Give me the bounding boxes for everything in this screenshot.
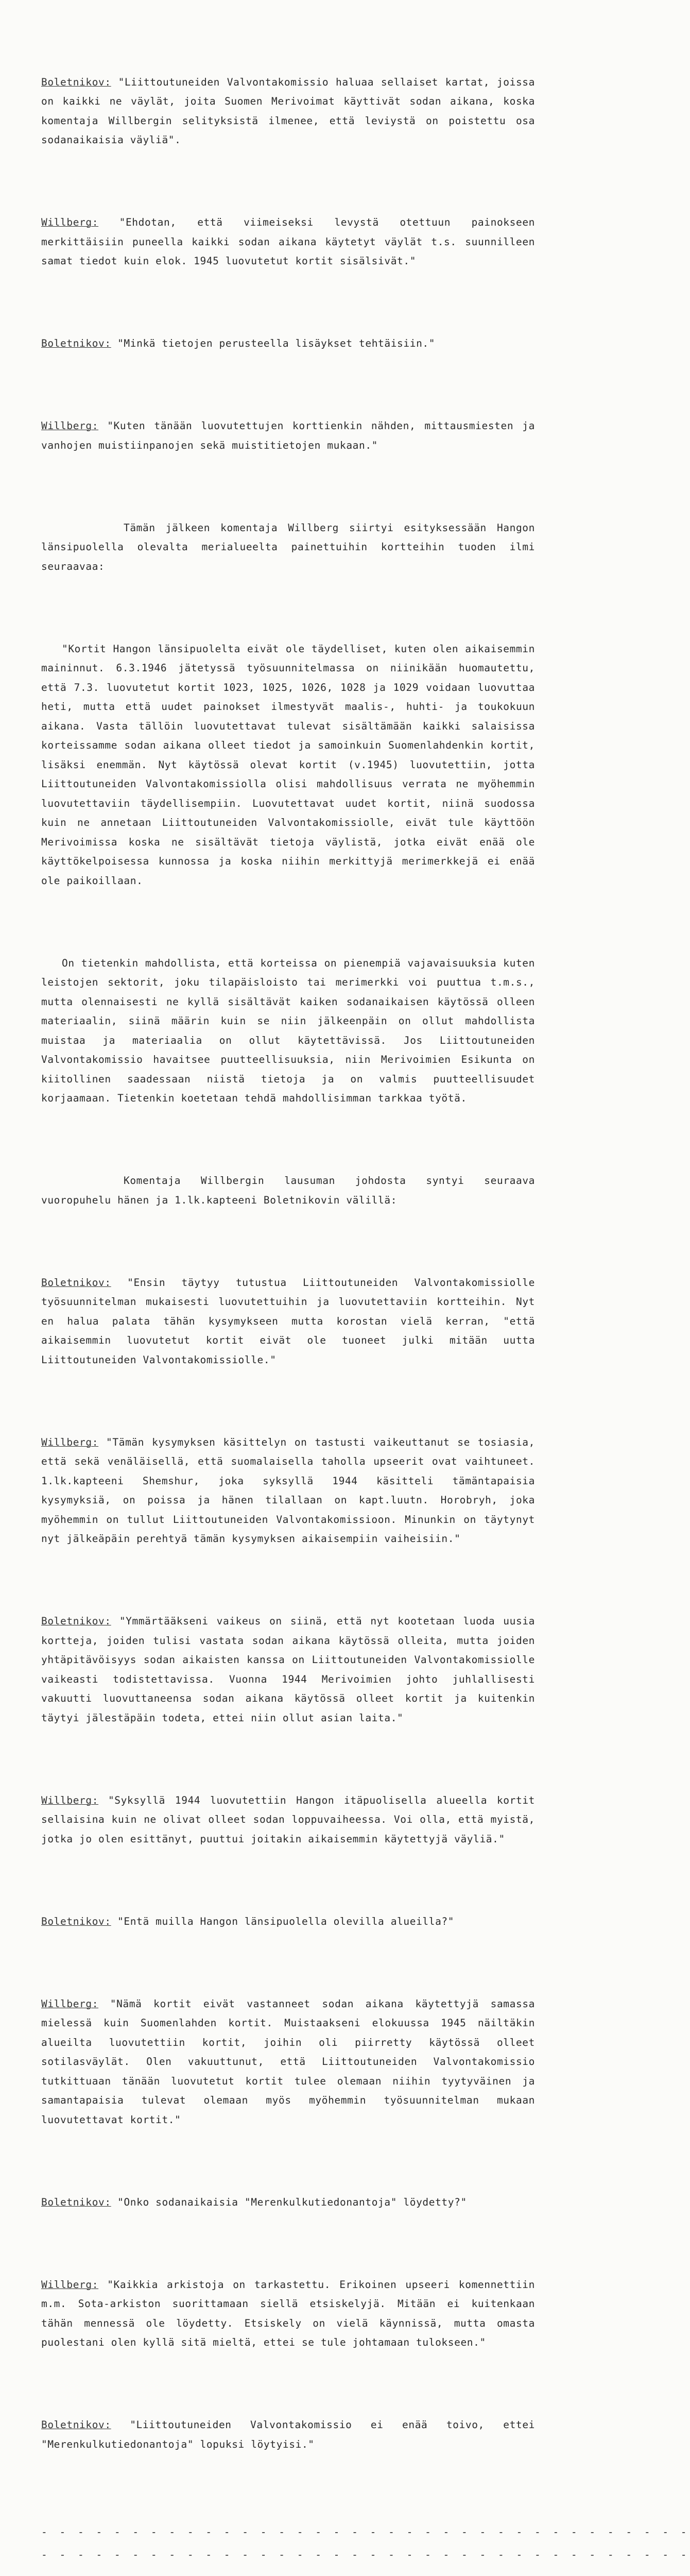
separator-dashes-1: - - - - - - - - - - - - - - - - - - - - - - - - - - - - - - - - - - - - <box>41 2526 690 2538</box>
speaker-label: Willberg: <box>41 216 99 228</box>
dialogue-text: "Ensin täytyy tutustua Liittoutuneiden Valvontakomissiolle työsuunnitelman mukaisesti luovutettuihin ja luovutettaviin kortteihin. Nyt en halua palata tähän kysymykseen mutta korostan vielä kerran, "että aikaisemmin luovutetut kortit eivät ole tuoneet julki mitään uutta Liittoutuneiden Valvontakomissiolle." <box>41 1276 542 1366</box>
speaker-label: Boletnikov: <box>41 1615 111 1627</box>
dialogue-text: "Kuten tänään luovutettujen korttienkin nähden, mittausmiesten ja vanhojen muistiinpanojen sekä muistitietojen mukaan." <box>41 420 542 451</box>
dialogue-entry <box>41 1791 542 1849</box>
dialogue-entry <box>41 73 542 150</box>
dialogue-text: "Kaikkia arkistoja on tarkastettu. Erikoinen upseeri komennettiin m.m. Sota-arkiston suorittamaan siellä etsiskelyjä. Mitään ei kuitenkaan tähän mennessä ole löydetty. Etsiskely on vielä käynnissä, mutta omasta puolestani olen kyllä sitä mieltä, ettei se tule johtamaan tulokseen." <box>41 2278 542 2348</box>
narration-paragraph: Komentaja Willbergin lausuman johdosta syntyi seuraava vuoropuhelu hänen ja 1.lk.kapteeni Boletnikovin välillä: <box>41 1175 542 1206</box>
dialogue-entry <box>41 1912 535 1931</box>
dialogue-entry <box>41 213 542 271</box>
dialogue-text: "Ymmärtääkseni vaikeus on siinä, että nyt kootetaan luoda uusia kortteja, joiden tulisi vastata sodan aikana käytössä olleita, mutta joiden yhtäpitävöisyys sodan aikaisten kanssa on Liittoutuneiden Valvontakomissiolle vaikeasti todistettavissa. Vuonna 1944 Merivoimien johto juhlallisesti vakuutti luovuttaneensa sodan aikana käytössä olleet kortit ja kuitenkin täytyi jälestäpäin todeta, ettei niin ollut asian laita." <box>41 1615 542 1724</box>
dialogue-entry <box>41 2275 542 2352</box>
dialogue-entry <box>41 2415 542 2454</box>
speaker-label: Willberg: <box>41 1436 99 1448</box>
speaker-label: Willberg: <box>41 1997 99 2010</box>
speaker-label: Willberg: <box>41 420 99 432</box>
dialogue-entry <box>41 416 542 455</box>
speaker-label: Willberg: <box>41 2278 99 2291</box>
dialogue-entry <box>41 1433 542 1549</box>
dialogue-text: "Onko sodanaikaisia "Merenkulkutiedonantoja" löydetty?" <box>117 2196 467 2208</box>
speaker-label: Boletnikov: <box>41 76 111 88</box>
speaker-label: Boletnikov: <box>41 1915 111 1927</box>
separator-dashes-2: - - - - - - - - - - - - - - - - - - - - - - - - - - - - - - - - - - - - <box>41 2548 690 2561</box>
quote-paragraph: "Kortit Hangon länsipuolelta eivät ole täydelliset, kuten olen aikaisemmin maininnut. 6.3.1946 jätetyssä työsuunnitelmassa on niinikään huomautettu, että 7.3. luovutetut kortit 1023, 1025, 1026, 1028 ja 1029 voidaan luovuttaa heti, mutta että uudet painokset ilmestyvät maalis-, huhti- ja toukokuun aikana. Vasta tällöin luovutettavat tulevat sisältämään kaikki salaisissa korteissamme sodan aikana olleet tiedot ja samoinkuin Suomenlahdenkin kortit, lisäksi enemmän. Nyt käytössä olevat kortit (v.1945) luovutettiin, jotta Liittoutuneiden Valvontakomissiolla olisi mahdollisuus verrata ne myöhemmin luovutettaviin täydellisempiin. Luovutettavat uudet kortit, niinä suodossa kuin ne annetaan Liittoutuneiden Valvontakomissiolle, eivät tule käyttöön Merivoimissa koska ne sisältävät tietoja väylistä, jotka eivät enää ole käyttökelpoisessa kunnossa ja koska niihin merkittyjä merimerkkejä ei enää ole paikoillaan. <box>41 642 542 887</box>
dialogue-entry <box>41 1273 542 1370</box>
dialogue-text: "Liittoutuneiden Valvontakomissio ei enää toivo, ettei "Merenkulkutiedonantoja" lopuksi löytyisi." <box>41 2419 542 2450</box>
dialogue-entry <box>41 1994 542 2130</box>
dialogue-text: "Nämä kortit eivät vastanneet sodan aikana käytettyjä samassa mielessä kuin Suomenlahden kortit. Muistaakseni elokuussa 1945 näiltäkin alueilta luovutettiin kortit, joihin oli piirretty käytössä olleet sotilasväylät. Olen vakuuttunut, että Liittoutuneiden Valvontakomissio tutkittuaan tänään luovutetut kortit tulee olemaan niihin tyytyväinen ja samantapaisia tulevat olemaan myös myöhemmin työsuunnitelman mukaan luovutettavat kortit." <box>41 1997 542 2126</box>
dialogue-text: "Liittoutuneiden Valvontakomissio haluaa sellaiset kartat, joissa on kaikki ne väylät, joita Suomen Merivoimat käyttivät sodan aikana, koska komentaja Willbergin selityksistä ilmenee, että leviystä on poistettu osa sodanaikaisia väyliä". <box>41 76 542 146</box>
document-body <box>41 14 542 2517</box>
speaker-label: Willberg: <box>41 1794 99 1806</box>
dialogue-entry <box>41 1612 542 1727</box>
quote-paragraph: On tietenkin mahdollista, että korteissa on pienempiä vajavaisuuksia kuten leistojen sektorit, joku tilapäisloisto tai merimerkki voi puuttua t.m.s., mutta olennaisesti ne kyllä sisältävät kaiken sodanaikaisen käytössä olleen materiaalin, siinä määrin kuin se niin jälkeenpäin on ollut mahdollista muistaa ja materiaalia on ollut käytettävissä. Jos Liittoutuneiden Valvontakomissio havaitsee puutteellisuuksia, niin Merivoimien Esikunta on kiitollinen saadessaan niistä tietoja ja on valmis puutteellisuudet korjaamaan. Tietenkin koetetaan tehdä mahdollisimman tarkkaa työtä. <box>41 957 542 1104</box>
dialogue-entry <box>41 334 535 353</box>
dialogue-entry <box>41 2193 535 2212</box>
speaker-label: Boletnikov: <box>41 2196 111 2208</box>
speaker-label: Boletnikov: <box>41 2419 111 2431</box>
narration-paragraph: Tämän jälkeen komentaja Willberg siirtyi esityksessään Hangon länsipuolella olevalta merialueelta painettuihin kortteihin tuoden ilmi seuraavaa: <box>41 521 542 572</box>
dialogue-text: "Minkä tietojen perusteella lisäykset tehtäisiin." <box>117 337 436 349</box>
dialogue-text: "Ehdotan, että viimeiseksi levystä otettuun painokseen merkittäisiin puneella kaikki sodan aikana käytetyt väylät t.s. suunnilleen samat tiedot kuin elok. 1945 luovutetut kortit sisälsivät." <box>41 216 542 267</box>
dialogue-text: "Syksyllä 1944 luovutettiin Hangon itäpuolisella alueella kortit sellaisina kuin ne olivat olleet sodan loppuvaiheessa. Voi olla, että myistä, jotka jo olen esittänyt, puuttui joitakin aikaisemmin käytettyjä väyliä." <box>41 1794 542 1845</box>
speaker-label: Boletnikov: <box>41 1276 111 1289</box>
dialogue-text: "Tämän kysymyksen käsittelyn on tastusti vaikeuttanut se tosiasia, että sekä venäläisellä, että suomalaisella taholla upseerit ovat vaihtuneet. 1.lk.kapteeni Shemshur, joka syksyllä 1944 käsitteli tämäntapaisia kysymyksiä, on poissa ja hänen tilallaan on kapt.luutn. Horobryh, joka myöhemmin on tullut Liittoutuneiden Valvontakomissioon. Minunkin on täytynyt nyt jälkeäpäin perehtyä tämän kysymyksen aikaisempiin vaiheisiin." <box>41 1436 542 1545</box>
dialogue-text: "Entä muilla Hangon länsipuolella olevilla alueilla?" <box>117 1915 455 1927</box>
speaker-label: Boletnikov: <box>41 337 111 349</box>
